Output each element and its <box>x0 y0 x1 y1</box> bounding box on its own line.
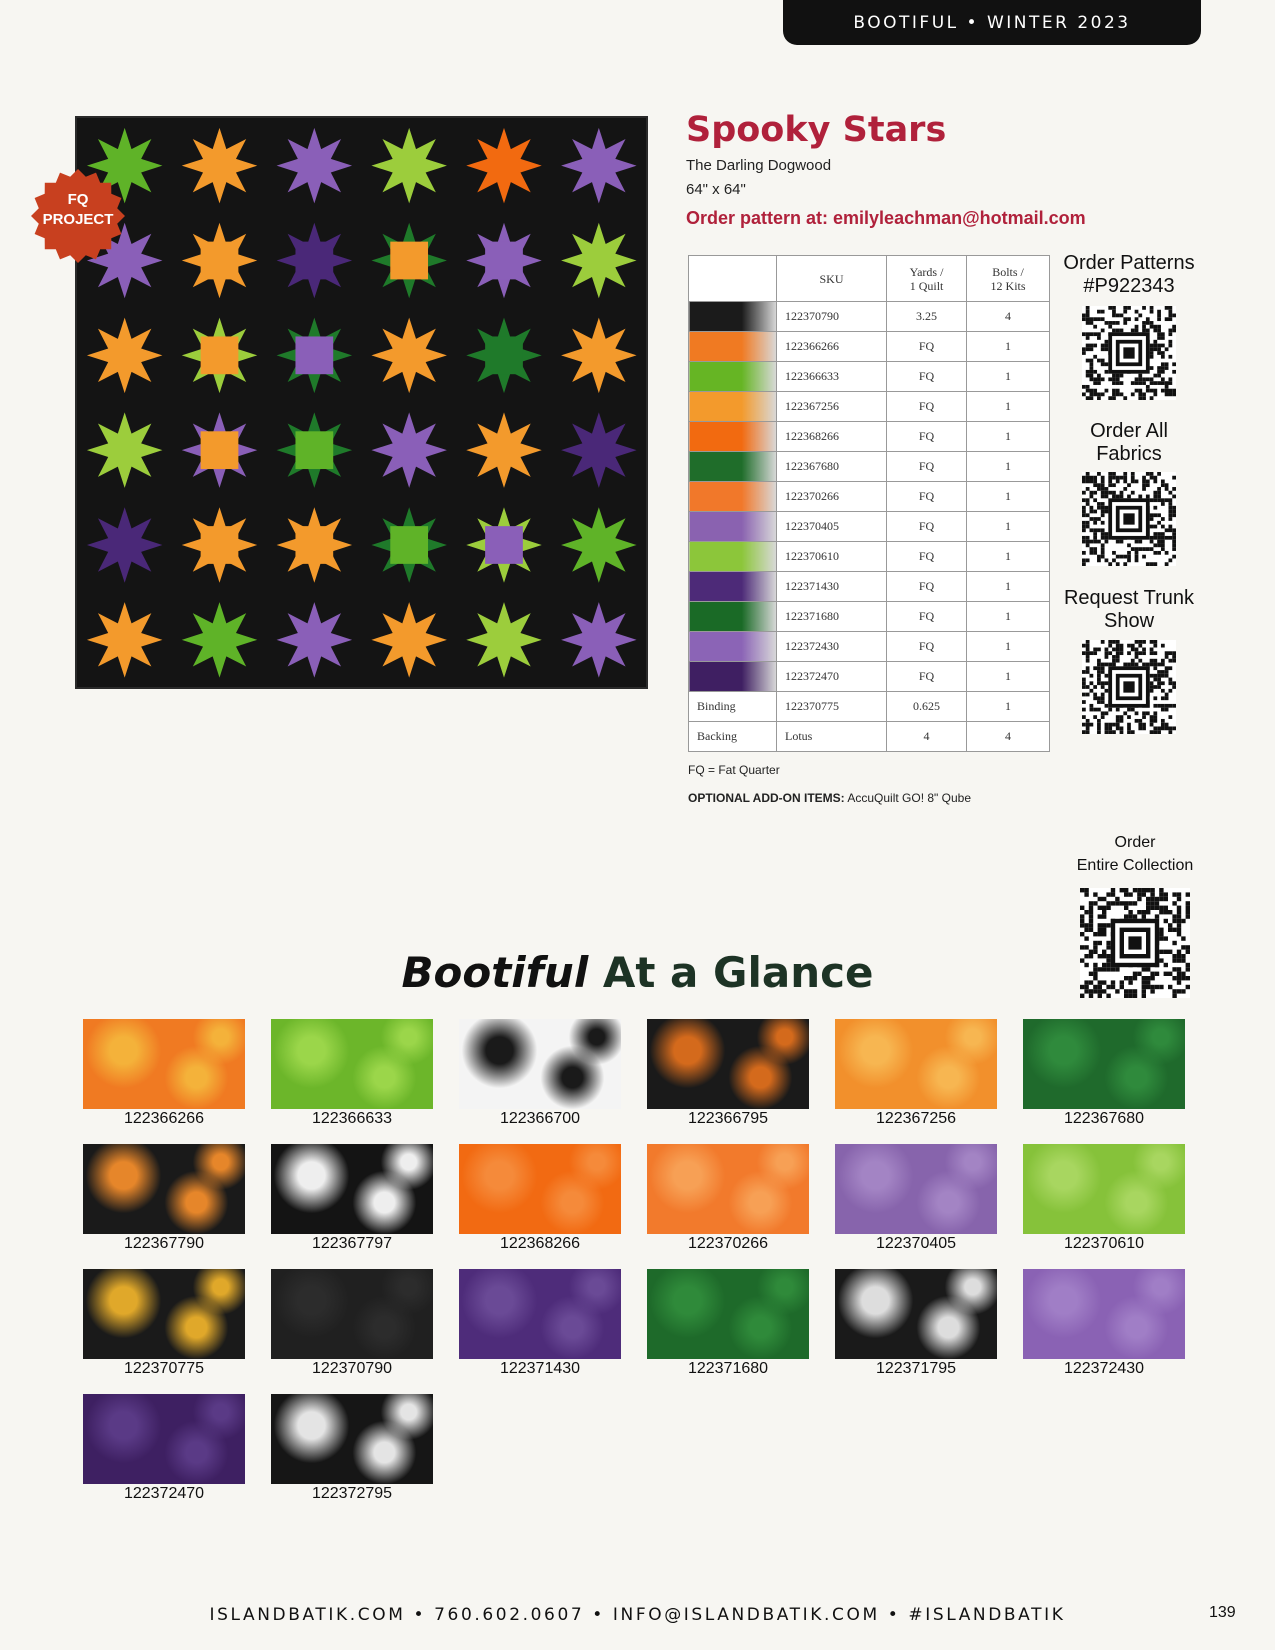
fabric-swatch-image <box>83 1269 245 1359</box>
fabric-swatch <box>647 1269 809 1378</box>
swatch-sku-label: 122366700 <box>499 1110 581 1127</box>
bolts-cell: 1 <box>967 632 1050 662</box>
sku-cell: 122371430 <box>777 572 887 602</box>
trunk-show-label: Request Trunk Show <box>1063 587 1195 632</box>
fabric-swatch-image <box>1023 1269 1185 1359</box>
bolts-cell: 1 <box>967 542 1050 572</box>
yards-cell: FQ <box>887 482 967 512</box>
quilt-star-center <box>485 526 523 564</box>
header-tab: BOOTIFUL • WINTER 2023 <box>783 0 1201 45</box>
yards-cell: 4 <box>887 722 967 752</box>
yards-cell: FQ <box>887 422 967 452</box>
fabric-swatch-cell <box>689 482 777 512</box>
quilt-star-center <box>201 336 239 374</box>
fabric-swatch <box>1023 1019 1185 1128</box>
table-row <box>689 392 1050 422</box>
entire-collection-label: Order Entire Collection <box>1076 834 1194 874</box>
fabric-swatch-cell <box>689 392 777 422</box>
optional-add-on <box>688 791 971 805</box>
table-row <box>689 332 1050 362</box>
swatch-header <box>689 256 777 302</box>
glance-title-italic: Bootiful <box>401 948 589 997</box>
fabric-swatch <box>1023 1269 1185 1378</box>
swatch-sku-label: 122366266 <box>123 1110 205 1127</box>
fabric-swatch-image <box>835 1269 997 1359</box>
badge-label: FQ PROJECT <box>42 191 114 228</box>
fabric-swatch-cell <box>689 422 777 452</box>
sku-cell: 122371680 <box>777 602 887 632</box>
quilt-star <box>87 412 162 487</box>
quilt-star <box>466 602 541 677</box>
swatch-sku-label: 122372430 <box>1063 1360 1145 1377</box>
fabric-swatch <box>647 1144 809 1253</box>
yards-cell: FQ <box>887 362 967 392</box>
quilt-star-center <box>201 526 239 564</box>
quilt-star <box>87 507 162 582</box>
bolts-cell: 1 <box>967 602 1050 632</box>
sku-cell: 122370790 <box>777 302 887 332</box>
swatch-sku-label: 122367797 <box>311 1235 393 1252</box>
fabric-swatch <box>271 1394 433 1503</box>
fabric-swatch-image <box>271 1019 433 1109</box>
fabric-swatch-image <box>647 1269 809 1359</box>
table-row <box>689 482 1050 512</box>
yards-cell: FQ <box>887 392 967 422</box>
fabric-swatch <box>271 1019 433 1128</box>
swatch-sku-label: 122366633 <box>311 1110 393 1127</box>
table-row <box>689 452 1050 482</box>
optional-value: AccuQuilt GO! 8" Qube <box>844 791 971 805</box>
fabric-swatch-image <box>83 1144 245 1234</box>
qr-code-icon <box>1082 472 1176 566</box>
fabric-swatch <box>835 1269 997 1378</box>
quilt-star <box>561 412 636 487</box>
table-row <box>689 692 1050 722</box>
fabric-swatch-cell <box>689 632 777 662</box>
quilt-image <box>75 116 648 689</box>
quilt-star <box>561 507 636 582</box>
sku-cell: 122367256 <box>777 392 887 422</box>
bolts-cell: 1 <box>967 452 1050 482</box>
yards-cell: FQ <box>887 572 967 602</box>
swatch-sku-label: 122370405 <box>875 1235 957 1252</box>
table-row <box>689 542 1050 572</box>
bolts-cell: 1 <box>967 572 1050 602</box>
fabric-swatch <box>271 1144 433 1253</box>
qr-code-icon <box>1082 306 1176 400</box>
fabric-swatch-image <box>459 1144 621 1234</box>
fabric-swatch-cell <box>689 452 777 482</box>
order-fabrics-label: Order All Fabrics <box>1090 420 1168 465</box>
fabric-swatch <box>83 1394 245 1503</box>
table-row <box>689 302 1050 332</box>
project-designer: The Darling Dogwood <box>686 157 832 174</box>
quilt-star <box>466 128 541 203</box>
sku-cell: 122370405 <box>777 512 887 542</box>
swatch-sku-label: 122371680 <box>687 1360 769 1377</box>
yards-cell: 3.25 <box>887 302 967 332</box>
sku-cell: Lotus <box>777 722 887 752</box>
yards-cell: FQ <box>887 332 967 362</box>
swatch-sku-label: 122367680 <box>1063 1110 1145 1127</box>
order-patterns-label: Order Patterns #P922343 <box>1063 252 1195 297</box>
sku-cell: 122370775 <box>777 692 887 722</box>
glance-title-rest: At a Glance <box>588 948 874 997</box>
fabric-swatch-image <box>459 1019 621 1109</box>
quilt-star <box>87 318 162 393</box>
swatch-sku-label: 122370610 <box>1063 1235 1145 1252</box>
bolts-cell: 1 <box>967 512 1050 542</box>
fabric-swatch <box>83 1144 245 1253</box>
quilt-star-center <box>295 336 333 374</box>
bolts-cell: 4 <box>967 302 1050 332</box>
sku-header: SKU <box>777 256 887 302</box>
quilt-star-center <box>295 526 333 564</box>
bolts-cell: 1 <box>967 482 1050 512</box>
quilt-star-center <box>390 242 428 280</box>
table-header-row <box>689 256 1050 302</box>
fq-note: FQ = Fat Quarter <box>688 763 780 777</box>
quilt-stars-graphic <box>77 118 646 687</box>
fabric-swatch-cell <box>689 572 777 602</box>
yards-cell: FQ <box>887 662 967 692</box>
order-fabrics-qr[interactable] <box>1082 472 1176 566</box>
yards-cell: FQ <box>887 632 967 662</box>
fabric-swatch-image <box>1023 1019 1185 1109</box>
quilt-star <box>371 318 446 393</box>
fabric-swatch-image <box>459 1269 621 1359</box>
bolts-cell: 1 <box>967 332 1050 362</box>
quilt-star-center <box>295 431 333 469</box>
order-patterns-qr[interactable] <box>1082 306 1176 400</box>
fabric-swatch <box>83 1269 245 1378</box>
fabric-swatch-image <box>647 1144 809 1234</box>
sku-cell: 122370266 <box>777 482 887 512</box>
table-row <box>689 602 1050 632</box>
swatch-sku-label: 122372795 <box>311 1485 393 1502</box>
order-pattern-link[interactable]: Order pattern at: emilyleachman@hotmail.com <box>686 208 1086 228</box>
quilt-star <box>87 602 162 677</box>
quilt-star <box>466 412 541 487</box>
fabric-requirements-table <box>688 255 1050 752</box>
optional-label: OPTIONAL ADD-ON ITEMS: <box>688 791 845 805</box>
glance-title <box>0 948 1275 997</box>
swatch-sku-label: 122371430 <box>499 1360 581 1377</box>
yards-cell: FQ <box>887 452 967 482</box>
fabric-swatch-image <box>83 1019 245 1109</box>
fabric-swatch <box>835 1144 997 1253</box>
trunk-show-qr[interactable] <box>1082 640 1176 734</box>
bolts-cell: 1 <box>967 422 1050 452</box>
swatch-sku-label: 122367790 <box>123 1235 205 1252</box>
fabric-swatch <box>1023 1144 1185 1253</box>
fabric-swatch <box>647 1019 809 1128</box>
bolts-cell: 1 <box>967 392 1050 422</box>
fabric-swatch-cell <box>689 302 777 332</box>
page-number: 139 <box>1209 1604 1236 1621</box>
swatch-sku-label: 122370775 <box>123 1360 205 1377</box>
bolts-cell: 1 <box>967 662 1050 692</box>
swatch-sku-label: 122370790 <box>311 1360 393 1377</box>
quilt-star <box>182 128 257 203</box>
fabric-swatch-cell <box>689 332 777 362</box>
quilt-background <box>77 118 646 687</box>
table-row <box>689 662 1050 692</box>
table-row <box>689 722 1050 752</box>
quilt-star <box>561 602 636 677</box>
table-row <box>689 572 1050 602</box>
fabric-swatch <box>271 1269 433 1378</box>
quilt-star-center <box>390 526 428 564</box>
project-title: Spooky Stars <box>686 110 947 150</box>
fabric-swatch-image <box>647 1019 809 1109</box>
fabric-swatch-cell <box>689 542 777 572</box>
fabric-swatch <box>83 1019 245 1128</box>
swatch-sku-label: 122367256 <box>875 1110 957 1127</box>
quilt-star <box>182 602 257 677</box>
fabric-swatch <box>835 1019 997 1128</box>
bolts-cell: 1 <box>967 692 1050 722</box>
swatch-sku-label: 122366795 <box>687 1110 769 1127</box>
fabric-swatch-image <box>83 1394 245 1484</box>
sku-cell: 122366633 <box>777 362 887 392</box>
sku-cell: 122372470 <box>777 662 887 692</box>
table-row <box>689 362 1050 392</box>
bolts-cell: 1 <box>967 362 1050 392</box>
yards-cell: 0.625 <box>887 692 967 722</box>
fabric-swatch-cell <box>689 602 777 632</box>
quilt-star <box>371 602 446 677</box>
sku-cell: 122366266 <box>777 332 887 362</box>
fabric-swatch <box>459 1269 621 1378</box>
fabric-swatch-image <box>271 1144 433 1234</box>
fabric-swatch-cell <box>689 662 777 692</box>
fabric-swatch <box>459 1019 621 1128</box>
fabric-swatch <box>459 1144 621 1253</box>
quilt-star-center <box>295 242 333 280</box>
quilt-star <box>371 128 446 203</box>
sku-cell: 122370610 <box>777 542 887 572</box>
swatch-sku-label: 122368266 <box>499 1235 581 1252</box>
yards-cell: FQ <box>887 512 967 542</box>
fabric-swatch-image <box>271 1269 433 1359</box>
swatch-sku-label: 122370266 <box>687 1235 769 1252</box>
fabric-swatch-image <box>1023 1144 1185 1234</box>
fabric-swatch-image <box>835 1019 997 1109</box>
fabric-table-body <box>689 302 1050 752</box>
footer-contact: ISLANDBATIK.COM • 760.602.0607 • INFO@ISLANDBATIK.COM • #ISLANDBATIK <box>209 1605 1066 1625</box>
sku-cell: 122367680 <box>777 452 887 482</box>
sku-cell: 122372430 <box>777 632 887 662</box>
swatch-sku-label: 122371795 <box>875 1360 957 1377</box>
quilt-star-center <box>485 336 523 374</box>
yards-cell: FQ <box>887 542 967 572</box>
quilt-star <box>561 128 636 203</box>
table-row <box>689 422 1050 452</box>
bolts-cell: 4 <box>967 722 1050 752</box>
fabric-swatch-cell <box>689 362 777 392</box>
project-size: 64" x 64" <box>686 181 746 198</box>
swatch-sku-label: 122372470 <box>123 1485 205 1502</box>
fabric-swatch-image <box>271 1394 433 1484</box>
quilt-star-center <box>201 431 239 469</box>
row-label-cell: Binding <box>689 692 777 722</box>
table-row <box>689 632 1050 662</box>
quilt-star <box>371 412 446 487</box>
quilt-star <box>561 318 636 393</box>
row-label-cell: Backing <box>689 722 777 752</box>
fq-project-badge <box>30 168 126 264</box>
qr-code-icon <box>1082 640 1176 734</box>
bolts-header: Bolts / 12 Kits <box>967 256 1050 302</box>
sku-cell: 122368266 <box>777 422 887 452</box>
quilt-star <box>277 128 352 203</box>
yards-cell: FQ <box>887 602 967 632</box>
quilt-star <box>561 223 636 298</box>
quilt-star <box>277 602 352 677</box>
fabric-swatch-cell <box>689 512 777 542</box>
yards-header: Yards / 1 Quilt <box>887 256 967 302</box>
quilt-star-center <box>201 242 239 280</box>
quilt-star-center <box>485 242 523 280</box>
table-row <box>689 512 1050 542</box>
fabric-swatch-image <box>835 1144 997 1234</box>
